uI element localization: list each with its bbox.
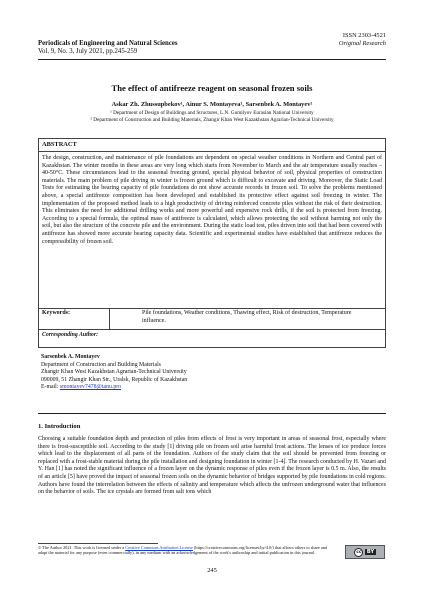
author-list: Askar Zh. Zhussupbekov¹, Ainur S. Montayeva¹, Sarsenbek A. Montayev² <box>111 101 313 108</box>
license-link[interactable]: Creative Commons Attribution License <box>125 545 193 550</box>
affiliation-2: ² Department of Construction and Building Materials, Zhangir Khan West Kazakhstan Agrarian-Technical University <box>90 117 334 123</box>
footnote-rest: that allows others to share and adapt the material for any purpose (even commercially), in any medium with an acknowledgement of the work's authorship and initial publication in this journal. <box>38 545 328 556</box>
corresponding-name: Sarsenbek A. Montayev <box>41 354 100 360</box>
footnote-rule <box>38 543 158 544</box>
email-label: E-mail: <box>41 384 59 391</box>
by-icon: BY <box>366 549 375 555</box>
license-footnote <box>38 545 330 555</box>
license-url: (https://creativecommons.org/licenses/by/4.0/) <box>194 545 274 550</box>
intro-heading: 1. Introduction <box>38 423 81 430</box>
page-number: 245 <box>207 567 217 574</box>
keywords-divider <box>109 309 110 329</box>
affiliation-1: ¹ Department of Design of Buildings and Structures, L.N. Gumilyov Eurasian National University <box>110 110 314 116</box>
abstract-box <box>38 138 386 348</box>
issn: ISSN 2303-4521 <box>342 32 386 39</box>
volume-info: Vol. 9, No. 3, July 2021, pp.245-259 <box>38 48 138 56</box>
keywords-text: Pile foundations, Weather conditions, Thawing effect, Risk of destruction, Temperature influence. <box>142 310 352 324</box>
journal-name: Periodicals of Engineering and Natural Sciences <box>38 40 178 47</box>
email-link[interactable]: smontayev7478@tanu.pro <box>59 384 122 391</box>
header-left <box>38 40 178 57</box>
abstract-divider <box>39 151 385 152</box>
intro-text: Choosing a suitable foundation depth and protection of piles from effects of frost is very important in areas of seasonal frost, especially where there is frost-susceptible soil. According to the study [1] driving pile on frozen soil arise harmful frost actions. The lenses of ice produce forces which lead to the displacement of all parts of the foundation. Authors of the study claim that the soil should be prevented from freezing or replaced with a frost-stable material during the pile installation and designing foundation in winter [1-4]. The research conducted by H. Vazari and Y. Han [1] has noted the significant influence of a frozen layer on the dynamic response of piles even if the frozen layer is 0.5 m. Also, the results of an article [5] have proved the impact of seasonal frozen soils on the dynamic behavior of bridges supported by pile foundations in cold regions. Authors have found the interrelation between the effects of salinity and temperature which affects the unfrozen underground water that influences on the behavior of soils. The ice crystals are formed from salt ions which <box>38 436 386 496</box>
corresponding-university: Zhangir Khan West Kazakhstan Agrarian-Technical University <box>41 369 187 376</box>
keywords-bottom-rule <box>39 329 385 330</box>
corresponding-dept: Department of Construction and Building Materials <box>41 361 161 368</box>
section-rule <box>38 413 386 414</box>
article-type: Original Research <box>338 40 386 47</box>
paper-title: The effect of antifreeze reagent on seasonal frozen soils <box>111 83 313 93</box>
cc-by-license-badge[interactable] <box>345 545 385 559</box>
abstract-heading: ABSTRACT <box>42 141 77 148</box>
keywords-row <box>39 308 385 349</box>
corresponding-heading: Corresponding Author: <box>42 332 99 338</box>
footnote-copyright: © The Author 2021. This work is licensed under a <box>38 545 125 550</box>
cc-icon: cc <box>356 549 362 555</box>
header-right <box>339 32 386 48</box>
header-rule <box>38 59 386 60</box>
abstract-text: The design, construction, and maintenance of pile foundations are dependent on special weather conditions in Northern and Central part of Kazakhstan. The winter months in these areas are very long which starts from November to March and the air temperature usually reaches – 40-50°C. These circumstances lead to the seasonal freezing ground, special physical behavior of soil, physical properties of construction materials. The main problem of pile driving in winter is frozen ground which is difficult to excavate and driving. Moreover, the Static Load Tests for estimating the bearing capacity of pile foundations do not show accurate records in frozen soil. To solve the problems mentioned above, a special antifreeze composition has been developed and established its protective effect against soil freezing in winter. The implementation of the proposed method leads to a high productivity of driving reinforced concrete piles without the risk of their destruction. This eliminates the need for additional drilling works and more powerful and expensive rock drills, if the soil is protected from freezing. According to a special formula, the optimal mass of antifreeze is calculated, which allows protecting the soil without harming not only the soil, but also the structure of the concrete pile and the environment. During the static load test, piles driven into soil that had been covered with antifreeze has showed more accurate bearing capacity data. Scientific and experimental studies have established that antifreeze reduces the compressibility of frozen soil. <box>42 155 382 245</box>
keywords-label: Keywords: <box>42 310 70 316</box>
corresponding-contact <box>41 354 187 392</box>
corresponding-email-line <box>41 384 187 392</box>
corresponding-address: 090009, 51 Zhangir Khan Str., Uralsk, Republic of Kazakhstan <box>41 376 188 383</box>
